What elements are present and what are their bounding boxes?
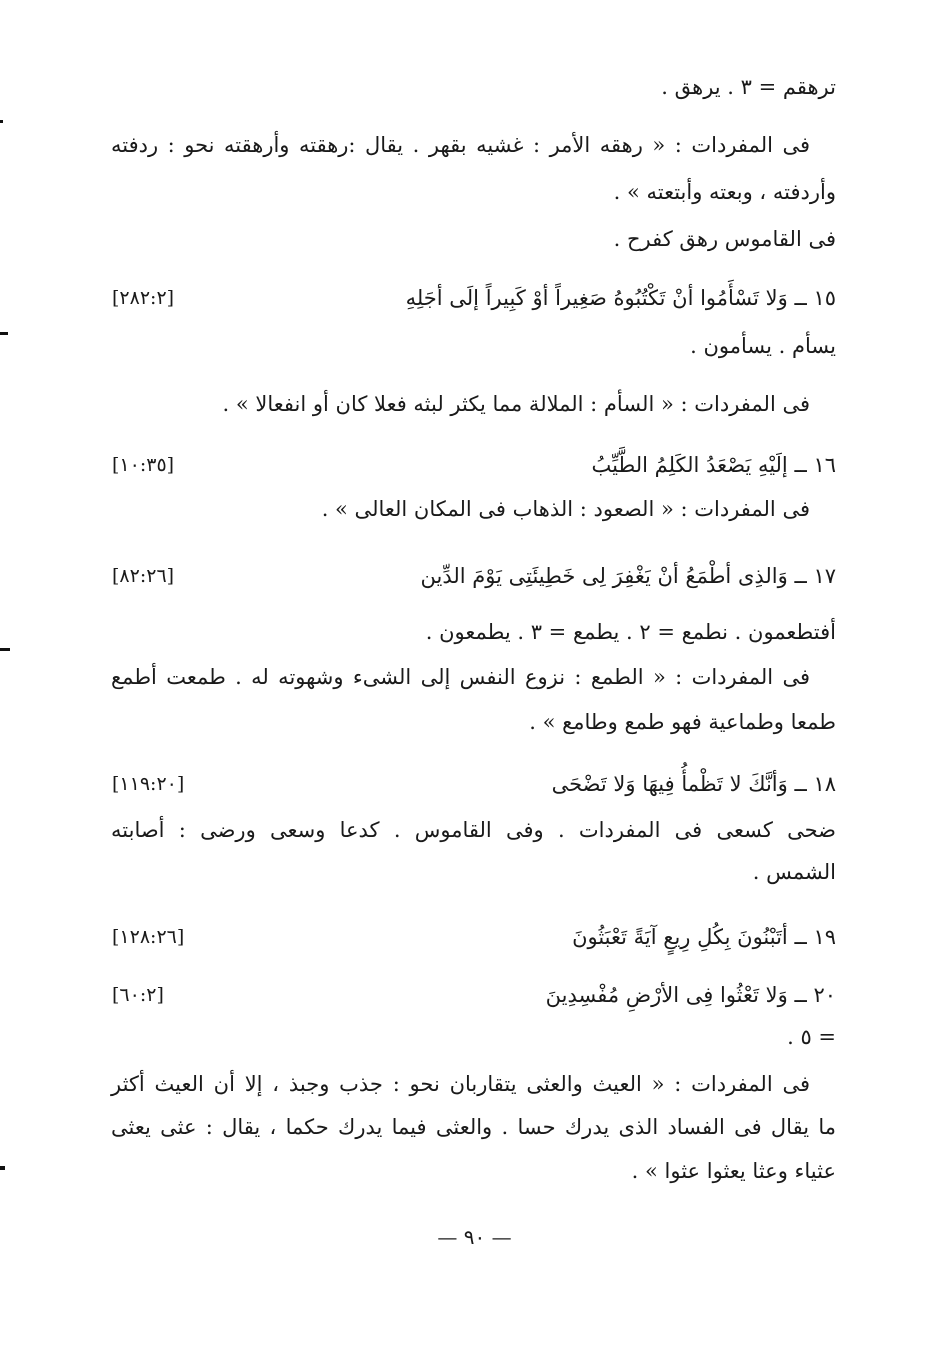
verse-reference: [١٠:٣٥] [112,454,175,476]
text-line: فى القاموس رهق كفرح . [613,227,836,251]
text-line: يسأم . يسأمون . [690,334,836,358]
text-line: فى المفردات : « الصعود : الذهاب فى المكان العالى » . [321,497,810,521]
verse-19: ١٩ ــ أتَبْنُونَ بِكُلِ رِيعٍ آيَةً تَعْبَثُونَ [572,925,836,949]
text-line: فى المفردات : « رهقه الأمر : غشيه بقهر . يقال :رهقته وأرهقته نحو : ردفته [111,133,810,157]
verse-15: ١٥ ــ وَلا تَسْأَمُوا أنْ تَكْتُبُوهُ صَغِيراً أوْ كَبِيراً إلَى أجَلِهِ [405,286,836,310]
verse-16: ١٦ ــ إلَيْهِ يَصْعَدُ الكَلِمُ الطَّيِّبُ [591,453,836,477]
verse-18: ١٨ ــ وَأنَّكَ لا تَظْمأُ فِيهَا وَلا تَضْحَى [551,772,836,796]
verse-reference: [١٢٨:٢٦] [112,926,185,948]
verse-20: ٢٠ ــ وَلا تَعْثُوا فِى الأرْضِ مُفْسِدِينَ [545,983,836,1007]
text-line: فى المفردات : « الطمع : نزوع النفس إلى الشىء وشهوته له . طمعت أطمع [111,665,810,689]
scan-mark [0,1166,5,1170]
text-line: = ٥ . [787,1025,836,1049]
verse-reference: [٨٢:٢٦] [112,565,175,587]
text-line: ما يقال فى الفساد الذى يدرك حسا . والعثى فيما يدرك حكما ، يقال : عثى يعثى [111,1115,836,1139]
text-line: طمعا وطماعية فهو طمع وطامع » . [529,710,836,734]
text-line: وأردفته ، وبعته وأبتعته » . [613,180,836,204]
text-line: عثياء وعثا يعثوا عثوا » . [631,1159,836,1183]
text-line: فى المفردات : « العيث والعثى يتقاربان نحو : جذب وجبذ ، إلا أن العيث أكثر [111,1072,810,1096]
text-line: الشمس . [752,860,836,884]
verse-reference: [٢٨٢:٢] [112,287,175,309]
text-line: أفتطعمون . نطمع = ٢ . يطمع = ٣ . يطمعون . [425,620,836,644]
text-line: ضحى كسعى فى المفردات . وفى القاموس . كدعا وسعى ورضى : أصابته [111,818,836,842]
verse-reference: [٦٠:٢] [112,984,164,1006]
text-line: ترهقم = ٣ . يرهق . [661,75,836,99]
scan-mark [0,648,10,651]
scan-mark [0,332,8,335]
verse-reference: [١١٩:٢٠] [112,773,185,795]
text-line: فى المفردات : « السأم : الملالة مما يكثر لبثه فعلا كان أو انفعالا » . [222,392,810,416]
scan-mark [0,120,3,123]
page-number: — ٩٠ — [437,1225,512,1249]
verse-17: ١٧ ــ وَالذِى أطْمَعُ أنْ يَغْفِرَ لِى خَطِيئَتِى يَوْمَ الدِّين [420,564,836,588]
